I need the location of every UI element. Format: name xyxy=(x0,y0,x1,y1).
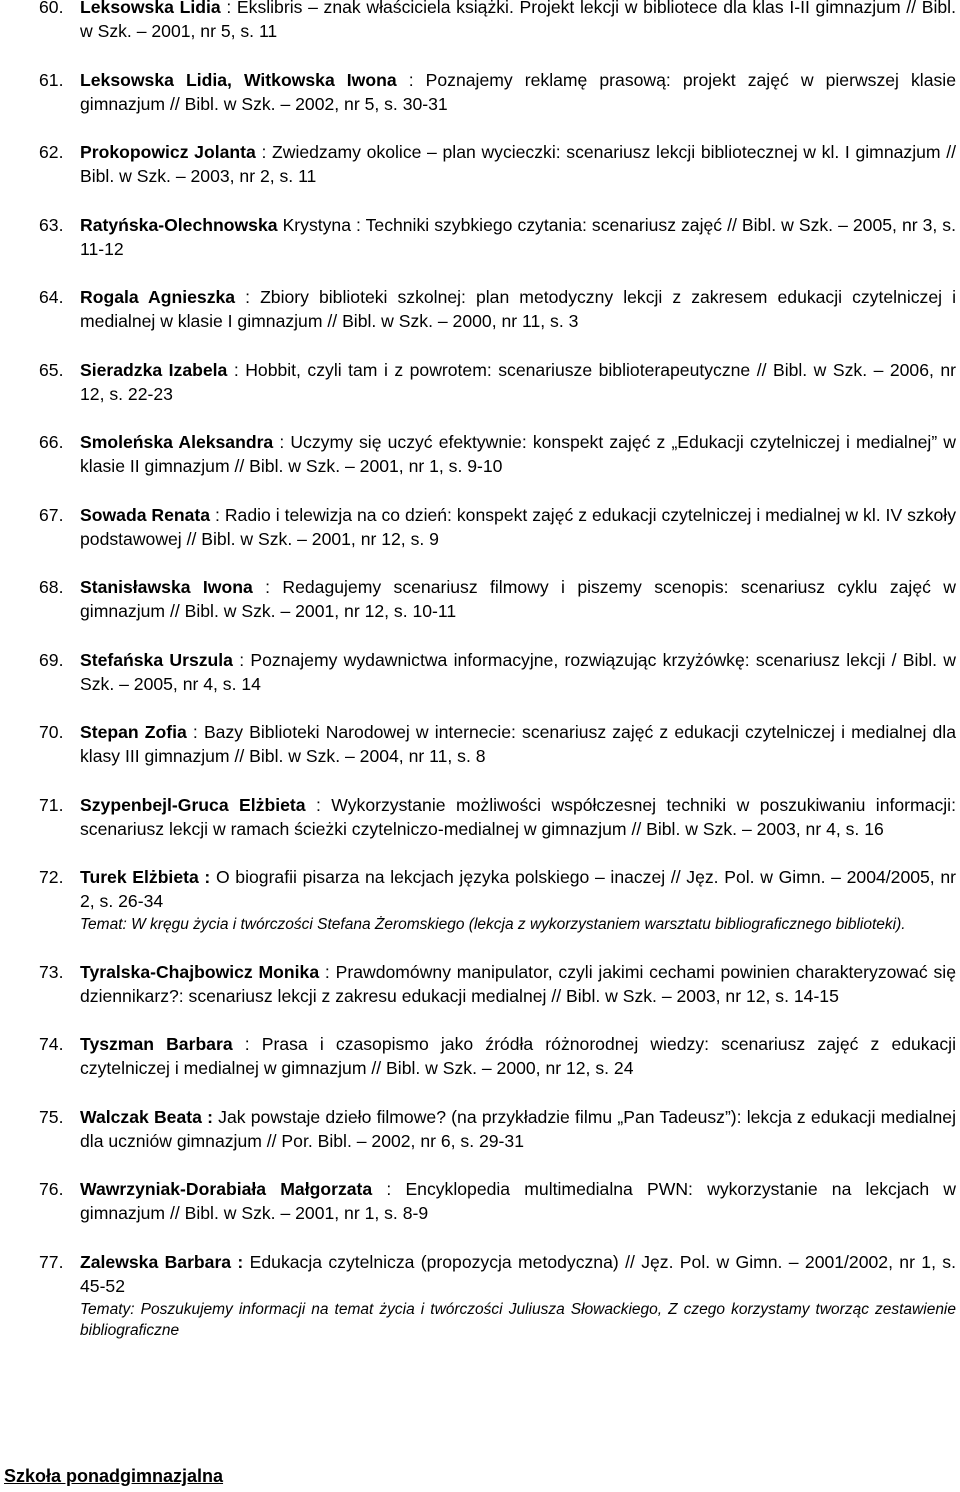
entry-author: Stanisławska Iwona xyxy=(80,577,253,597)
entry-separator: : xyxy=(396,69,426,90)
entry-author: Stefańska Urszula xyxy=(80,649,233,670)
entry-journal: Bibl. w Szk. xyxy=(184,1203,276,1223)
entry-number: 60. xyxy=(39,0,64,17)
entry-publication: – 2001/2002, nr 1, s. 45-52 xyxy=(80,1251,956,1296)
entry-publication: – 2001, nr 1, s. 9-10 xyxy=(340,456,503,476)
entry-title: Uczymy się uczyć efektywnie: konspekt zajęć z „Edukacji czytelniczej i medialnej” w klasie II gimnazjum // xyxy=(80,432,956,476)
entry-title: Redagujemy scenariusz filmowy i piszemy scenopis: scenariusz cyklu zajęć w gimnazjum // xyxy=(80,577,956,621)
entry-note: Temat: W kręgu życia i twórczości Stefana Żeromskiego (lekcja z wykorzystaniem warsztatu bibliograficznego biblioteki). xyxy=(80,916,906,933)
entry-separator: : xyxy=(319,961,336,982)
entry-journal: Bibl. w Szk. xyxy=(249,456,341,476)
bibliography-entry xyxy=(0,648,960,696)
entry-separator: : xyxy=(372,1179,406,1199)
entry-publication: – 2001, nr 12, s. 9 xyxy=(292,528,439,549)
bibliography-entry xyxy=(0,0,960,43)
entry-journal: Bibl. w Szk. xyxy=(249,746,341,766)
entry-author: Leksowska Lidia, Witkowska Iwona xyxy=(80,69,397,90)
bibliography-entry xyxy=(0,140,960,188)
entry-number: 67. xyxy=(39,504,64,525)
entry-separator: : xyxy=(235,287,261,307)
entry-title: Edukacja czytelnicza (propozycja metodyczna) // xyxy=(249,1251,642,1272)
entry-separator: : xyxy=(255,142,272,162)
entry-number: 75. xyxy=(39,1106,64,1127)
entry-title: Poznajemy wydawnictwa informacyjne, rozwiązując krzyżówkę: scenariusz lekcji / xyxy=(250,649,903,670)
entry-number: 63. xyxy=(39,214,64,235)
entry-author: Tyszman Barbara xyxy=(80,1034,233,1054)
entry-publication: – 2006, nr 12, s. 22-23 xyxy=(80,359,957,404)
bibliography-entry xyxy=(0,358,960,406)
bibliography-entry xyxy=(0,1177,960,1225)
entry-author: Szypenbejl-Gruca Elżbieta xyxy=(80,794,306,815)
entry-title: Hobbit, czyli tam i z powrotem: scenariusze biblioterapeutyczne // xyxy=(245,359,773,380)
bibliography-entry xyxy=(0,1250,960,1341)
entry-journal: Jęz. Pol. w Gimn. xyxy=(686,867,826,887)
entry-number: 73. xyxy=(39,961,64,982)
entry-separator: : xyxy=(232,649,251,670)
entry-journal: Bibl. w Szk. xyxy=(80,649,956,694)
entry-title: Krystyna : Techniki szybkiego czytania: scenariusz zajęć // xyxy=(282,214,742,235)
entry-title: Radio i telewizja na co dzień: konspekt zajęć z edukacji czytelniczej i medialnej w kl. IV szkoły podstawowej // xyxy=(80,504,956,549)
entry-publication: – 2004/2005, nr 2, s. 26-34 xyxy=(80,867,956,911)
entry-number: 66. xyxy=(39,432,64,452)
bibliography-entry xyxy=(0,865,960,935)
bibliography-entry xyxy=(0,68,960,116)
entry-title: Zbiory biblioteki szkolnej: plan metodyczny lekcji z zakresem edukacji czytelniczej i medialnej w klasie I gimnazjum // xyxy=(80,287,956,331)
entry-author: Smoleńska Aleksandra xyxy=(80,432,274,452)
bibliography-entry xyxy=(0,503,960,551)
entry-publication: – 2001, nr 1, s. 8-9 xyxy=(275,1203,429,1223)
entry-journal: Bibl. w Szk. xyxy=(184,601,276,621)
entry-number: 76. xyxy=(39,1179,64,1199)
entry-separator: : xyxy=(186,722,204,742)
entry-publication: – 2003, nr 12, s. 14-15 xyxy=(656,985,839,1006)
entry-number: 68. xyxy=(39,577,64,597)
entry-title: Bazy Biblioteki Narodowej w internecie: scenariusz zajęć z edukacji czytelniczej i medialnej dla klasy III gimnazjum // xyxy=(80,722,956,766)
entry-separator: : xyxy=(252,577,283,597)
entry-separator: : xyxy=(210,504,225,525)
entry-journal: Bibl. w Szk. xyxy=(201,528,293,549)
entry-publication: – 2000, nr 12, s. 24 xyxy=(476,1058,634,1078)
entry-publication: – 2000, nr 11, s. 3 xyxy=(433,311,579,331)
entry-journal: Bibl. w Szk. xyxy=(80,0,956,41)
section-heading: Szkoła ponadgimnazjalna xyxy=(4,1466,224,1486)
entry-number: 61. xyxy=(39,69,64,90)
entry-number: 69. xyxy=(39,649,64,670)
entry-journal: Bibl. w Szk. xyxy=(741,214,834,235)
entry-publication: – 2005, nr 3, s. 11-12 xyxy=(80,214,956,259)
entry-publication: – 2005, nr 4, s. 14 xyxy=(114,673,261,694)
entry-author: Sieradzka Izabela xyxy=(80,359,228,380)
entry-title: Prawdomówny manipulator, czyli jakimi cechami powinien charakteryzować się dziennikarz?: scenariusz lekcji z zakresu edukacji medialnej // xyxy=(80,961,956,1006)
entry-title: Poznajemy reklamę prasową: projekt zajęć w pierwszej klasie gimnazjum // xyxy=(80,69,956,114)
entry-author: Tyralska-Chajbowicz Monika xyxy=(80,961,320,982)
entry-number: 77. xyxy=(39,1251,64,1272)
bibliography-entry xyxy=(0,1105,960,1153)
entry-publication: – 2002, nr 5, s. 30-31 xyxy=(275,93,448,114)
entry-journal: Bibl. w Szk. xyxy=(566,985,657,1006)
entry-number: 72. xyxy=(39,867,64,887)
entry-author: Sowada Renata xyxy=(80,504,211,525)
entry-author: Walczak Beata : xyxy=(80,1106,213,1127)
entry-separator: : xyxy=(227,359,246,380)
entry-journal: Bibl. w Szk. xyxy=(646,818,738,839)
entry-author: Wawrzyniak-Dorabiała Małgorzata xyxy=(80,1179,373,1199)
entry-publication: – 2001, nr 12, s. 10-11 xyxy=(275,601,457,621)
entry-number: 62. xyxy=(39,142,64,162)
entry-author: Prokopowicz Jolanta xyxy=(80,142,256,162)
entry-author: Turek Elżbieta : xyxy=(80,867,211,887)
entry-publication: – 2003, nr 2, s. 11 xyxy=(170,166,317,186)
entry-separator: : xyxy=(273,432,291,452)
entry-title: Ekslibris – znak właściciela książki. Projekt lekcji w bibliotece dla klas I-II gimnazjum // xyxy=(236,0,922,17)
bibliography-entry xyxy=(0,793,960,841)
entry-number: 65. xyxy=(39,359,64,380)
entry-author: Leksowska Lidia xyxy=(80,0,221,17)
entry-separator: : xyxy=(232,1034,262,1054)
entry-publication: – 2004, nr 11, s. 8 xyxy=(340,746,486,766)
entry-publication: – 2003, nr 4, s. 16 xyxy=(737,818,884,839)
entry-title: Zwiedzamy okolice – plan wycieczki: scenariusz lekcji bibliotecznej w kl. I gimnazjum // xyxy=(272,142,956,162)
entry-number: 70. xyxy=(39,722,64,742)
entry-journal: Bibl. w Szk. xyxy=(386,1058,477,1078)
bibliography-entry xyxy=(0,720,960,768)
entry-author: Stepan Zofia xyxy=(80,722,187,742)
entry-separator: : xyxy=(305,794,332,815)
entry-title: O biografii pisarza na lekcjach języka polskiego – inaczej // xyxy=(215,867,687,887)
entry-title: Prasa i czasopismo jako źródła różnorodnej wiedzy: scenariusz zajęć z edukacji czytelniczej i medialnej w gimnazjum // xyxy=(80,1034,957,1078)
entry-title: Wykorzystanie możliwości współczesnej techniki w poszukiwaniu informacji: scenariusz lekcji w ramach ścieżki czytelniczo-medialnej w gimnazjum // xyxy=(80,794,956,839)
entry-number: 71. xyxy=(39,794,64,815)
entry-journal: Bibl. w Szk. xyxy=(184,93,276,114)
entry-author: Zalewska Barbara : xyxy=(80,1251,244,1272)
bibliography-entry xyxy=(0,430,960,478)
entry-journal: Jęz. Pol. w Gimn. xyxy=(641,1251,783,1272)
entry-number: 64. xyxy=(39,287,64,307)
entry-journal: Bibl. w Szk. xyxy=(772,359,868,380)
bibliography-entry xyxy=(0,213,960,261)
bibliography-entry xyxy=(0,285,960,333)
entry-title: Jak powstaje dzieło filmowe? (na przykładzie filmu „Pan Tadeusz”): lekcja z edukacji medialnej dla uczniów gimnazjum // Por. Bibl. – 2002, nr 6, s. 29-31 xyxy=(80,1106,956,1151)
entry-note: Tematy: Poszukujemy informacji na temat życia i twórczości Juliusza Słowackiego, Z czego korzystamy tworząc zestawienie bibliograficzne xyxy=(80,1300,956,1339)
entry-author: Ratyńska-Olechnowska xyxy=(80,214,278,235)
entry-number: 74. xyxy=(39,1034,64,1054)
entry-journal: Bibl. w Szk. xyxy=(80,166,171,186)
entry-title: Encyklopedia multimedialna PWN: wykorzystanie na lekcjach w gimnazjum // xyxy=(80,1179,956,1223)
bibliography-entry xyxy=(0,575,960,623)
entry-publication: – 2001, nr 5, s. 11 xyxy=(131,21,278,41)
entry-author: Rogala Agnieszka xyxy=(80,287,236,307)
bibliography-entry xyxy=(0,960,960,1008)
entry-separator: : xyxy=(220,0,237,17)
entry-journal: Bibl. w Szk. xyxy=(342,311,433,331)
bibliography-entry xyxy=(0,1032,960,1080)
